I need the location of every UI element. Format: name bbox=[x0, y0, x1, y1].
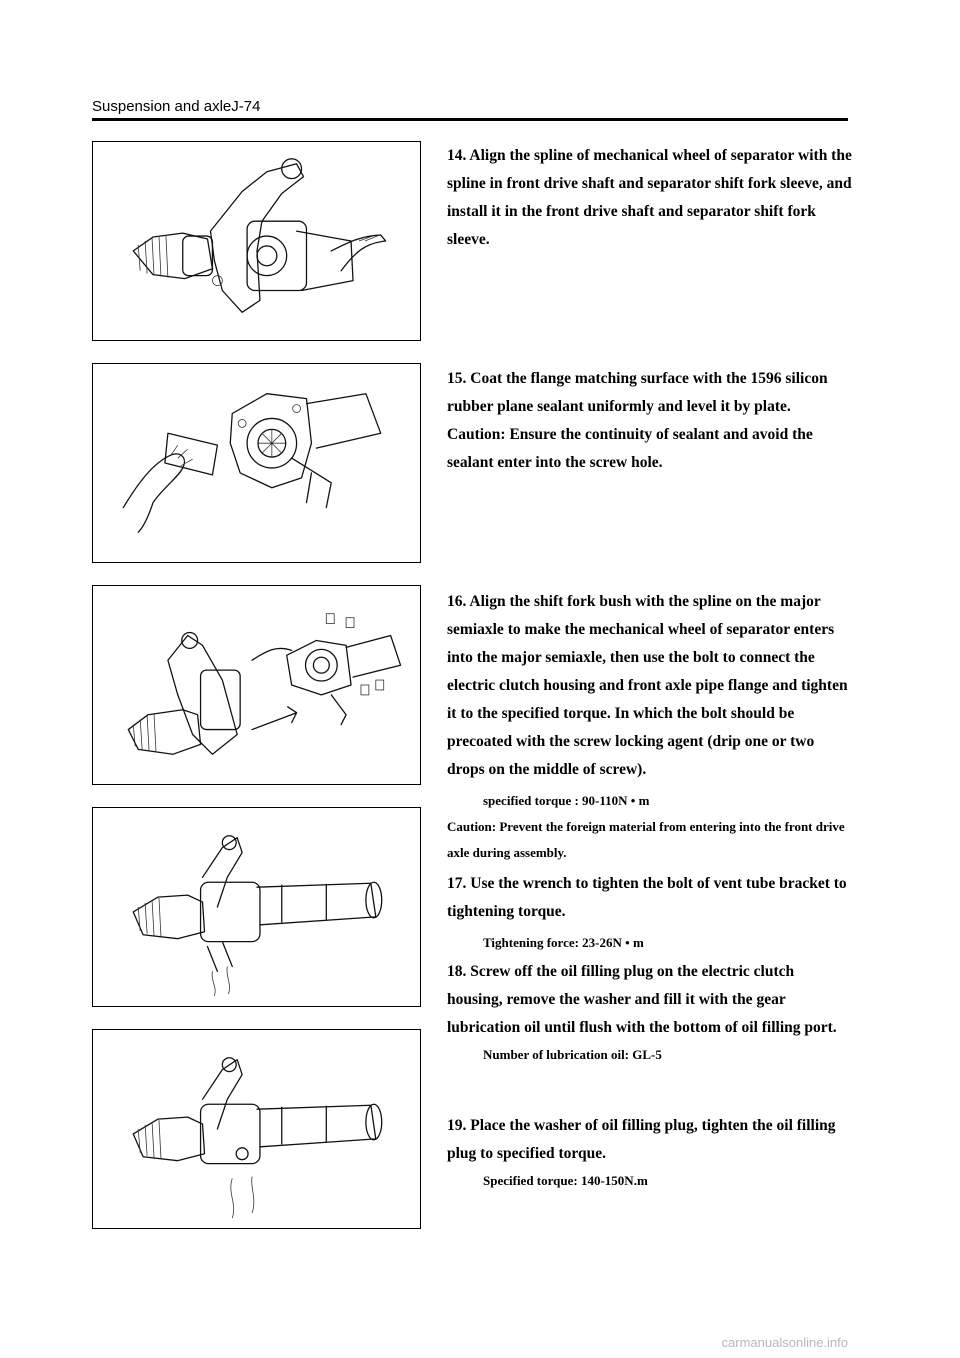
step-18-block bbox=[447, 958, 852, 1068]
step-14-block bbox=[447, 142, 852, 254]
vent-tube-bracket-illustration bbox=[93, 808, 420, 1006]
step-14-text: 14. Align the spline of mechanical wheel of separator with the spline in front drive shaft and separator shift fork sleeve, and install it in the front drive shaft and separator shift fork sleeve. bbox=[447, 147, 852, 248]
step-16-text: 16. Align the shift fork bush with the spline on the major semiaxle to make the mechanical wheel of separator enters into the major semiaxle, then use the bolt to connect the electric clutch housing and front axle pipe flange and tighten it to the specified torque. In which the bolt should be precoated with the screw locking agent (drip one or two drops on the middle of screw). bbox=[447, 593, 848, 778]
figure-step-14 bbox=[92, 141, 421, 341]
step-18-text: 18. Screw off the oil filling plug on the electric clutch housing, remove the washer and fill it with the gear lubrication oil until flush with the bottom of oil filling port. bbox=[447, 963, 837, 1036]
step-17-torque: Tightening force: 23-26N • m bbox=[483, 935, 644, 950]
step-18-oil: Number of lubrication oil: GL-5 bbox=[483, 1047, 662, 1062]
step-16-caution: Caution: Prevent the foreign material from entering into the front drive axle during assembly. bbox=[447, 819, 845, 860]
step-19-block bbox=[447, 1112, 852, 1194]
step-17-block bbox=[447, 870, 852, 956]
figure-step-18 bbox=[92, 1029, 421, 1229]
oil-filling-plug-illustration bbox=[93, 1030, 420, 1228]
page-header: Suspension and axleJ-74 bbox=[92, 98, 261, 115]
step-15-text: 15. Coat the flange matching surface with the 1596 silicon rubber plane sealant uniformly and level it by plate. bbox=[447, 370, 828, 415]
clutch-housing-assembly-illustration bbox=[93, 586, 420, 784]
step-19-text: 19. Place the washer of oil filling plug, tighten the oil filling plug to specified torque. bbox=[447, 1117, 836, 1162]
step-19-torque: Specified torque: 140-150N.m bbox=[483, 1173, 648, 1188]
figure-step-16 bbox=[92, 585, 421, 785]
header-rule bbox=[92, 118, 848, 121]
step-15-caution: Caution: Ensure the continuity of sealant and avoid the sealant enter into the screw hole. bbox=[447, 426, 813, 471]
step-17-text: 17. Use the wrench to tighten the bolt of vent tube bracket to tightening torque. bbox=[447, 875, 847, 920]
step-15-block bbox=[447, 365, 852, 477]
figure-step-15 bbox=[92, 363, 421, 563]
footer-watermark: carmanualsonline.info bbox=[721, 1335, 848, 1350]
sealant-application-illustration bbox=[93, 364, 420, 562]
figure-step-17 bbox=[92, 807, 421, 1007]
axle-separator-illustration bbox=[93, 142, 420, 340]
step-16-torque: specified torque : 90-110N • m bbox=[483, 793, 650, 808]
step-16-block bbox=[447, 588, 852, 866]
